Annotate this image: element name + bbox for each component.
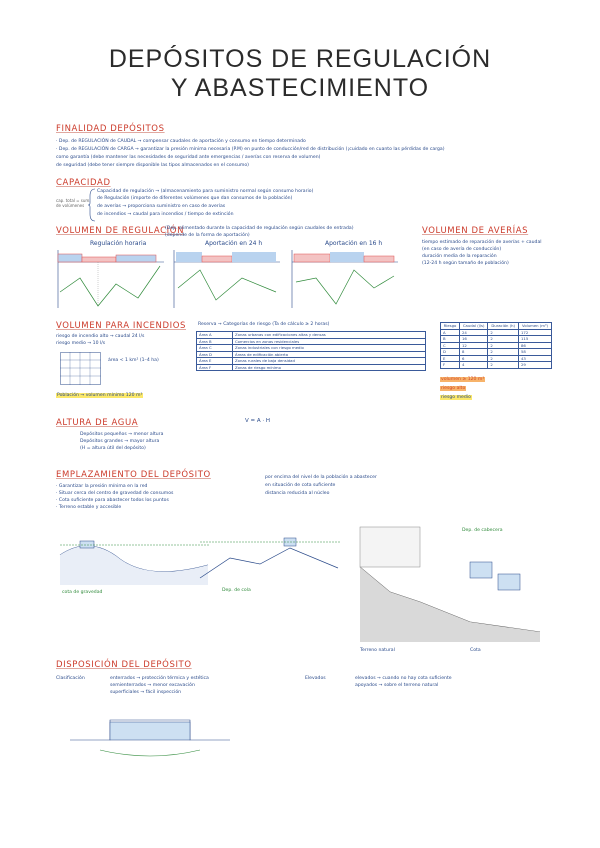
altura-formula: V = A · H: [245, 418, 271, 424]
graph-3-title: Aportación en 16 h: [325, 240, 383, 247]
emplazamiento-dep-label: Dep. de cola: [222, 588, 251, 593]
section-altura-agua: ALTURA DE AGUA: [56, 418, 139, 428]
cell: 2: [488, 349, 519, 356]
cell: 16: [459, 336, 487, 343]
emplazamiento-line-3: · Cota suficiente para abastecer todos los puntos: [56, 498, 169, 503]
emplazamiento-cdg-label: cota de gravedad: [62, 590, 103, 595]
emplazamiento-cota-label: Cota: [470, 648, 481, 653]
title-line-2: Y ABASTECIMIENTO: [170, 74, 430, 102]
capacidad-line-4: de incendios → caudal para incendios / tiempo de extinción: [97, 212, 234, 217]
section-finalidad: FINALIDAD DEPÓSITOS: [56, 124, 165, 134]
disposicion-line-2: semienterrados → menor excavación: [110, 683, 195, 688]
disposicion-line-3: superficiales → fácil inspección: [110, 690, 182, 695]
desc-cell: Áreas de edificación abierta: [233, 351, 426, 358]
cell: 2: [488, 342, 519, 349]
desc-cell: Comercios en zonas residenciales: [233, 338, 426, 345]
emplazamiento-right-3: distancia reducida al núcleo: [265, 491, 330, 496]
disposicion-left-label: Clasificación: [56, 676, 85, 681]
finalidad-line-2: · Dep. de REGULACIÓN de CARGA → garantizar la presión mínima necesaria (P.M) en punto de conducción/red de distribución (¡cuidado en cuanto las pérdidas de carga): [56, 147, 445, 152]
area-cell: Área A: [197, 332, 233, 339]
finalidad-line-3: como garantía (debe mantener las necesidades de seguridad ante emergencias / averías con reserva de volumen): [56, 155, 321, 160]
capacidad-line-1: Capacidad de regulación → (almacenamiento para suministro normal según consumo horario): [97, 189, 314, 194]
regulation-graph-1: [56, 248, 166, 310]
cell: 43: [518, 355, 551, 362]
header-cell: Riesgo: [441, 323, 460, 330]
altura-line-2: Depósitos grandes → mayor altura: [80, 439, 160, 444]
cell: 2: [488, 362, 519, 369]
section-emplazamiento: EMPLAZAMIENTO DEL DEPÓSITO: [56, 470, 211, 480]
disposicion-right-1: elevados → cuando no hay cota suficiente: [355, 676, 452, 681]
cell: 2: [488, 329, 519, 336]
cell: 86: [518, 342, 551, 349]
incendios-grid-sketch: [60, 352, 102, 386]
section-volumen-regulacion: VOLUMEN DE REGULACIÓN: [56, 226, 185, 236]
averias-line-1: tiempo estimado de reparación de averías + caudal: [422, 240, 542, 245]
averias-line-2: (en caso de avería de conducción): [422, 247, 502, 252]
incendios-highlight-1: volumen ≥ 120 m³: [441, 377, 485, 382]
section-volumen-incendios: VOLUMEN PARA INCENDIOS: [56, 321, 186, 331]
area-cell: Área C: [197, 345, 233, 352]
header-cell: Caudal (l/s): [459, 323, 487, 330]
altura-line-3: (H = altura útil del depósito): [80, 446, 146, 451]
table-row: [441, 362, 552, 369]
incendios-line-2: riesgo medio → 10 l/s: [56, 341, 106, 346]
averias-line-4: (12-24 h según tamaño de población): [422, 261, 509, 266]
capacidad-line-2: de Regulación (importe de diferentes volúmenes que dan consumos de la población): [97, 196, 293, 201]
desc-cell: Zonas industriales con riesgo medio: [233, 345, 426, 352]
regulation-graph-2: [172, 248, 282, 310]
area-cell: Área F: [197, 364, 233, 371]
cell: B: [441, 336, 460, 343]
regulacion-intro-2: (depende de la forma de aportación): [165, 233, 250, 238]
graph-1-title: Regulación horaria: [90, 240, 147, 247]
incendios-line-3: área < 1 km² (1–4 ha): [108, 358, 159, 363]
section-volumen-averias: VOLUMEN DE AVERÍAS: [422, 226, 529, 236]
cell: 24: [459, 329, 487, 336]
emplazamiento-terrain-sketch: [60, 525, 210, 585]
area-cell: Área E: [197, 358, 233, 365]
cell: E: [441, 355, 460, 362]
cell: 172: [518, 329, 551, 336]
cell: 58: [518, 349, 551, 356]
graph-2-title: Aportación en 24 h: [205, 240, 263, 247]
capacidad-brace: [88, 188, 96, 222]
cell: 29: [518, 362, 551, 369]
incendios-line-4: Población → volumen mínimo 120 m³: [57, 393, 143, 398]
finalidad-line-4: de seguridad (debe tener siempre disponible las tipos almacenados en el consumo): [56, 163, 249, 168]
cell: F: [441, 362, 460, 369]
cell: C: [441, 342, 460, 349]
disposicion-line-1: enterrados → protección térmica y estética: [110, 676, 209, 681]
disposicion-right-2: apoyados → sobre el terreno natural: [355, 683, 439, 688]
header-cell: Volumen (m³): [518, 323, 551, 330]
emplazamiento-right-1: por encima del nivel de la población a abastecer: [265, 475, 377, 480]
disposicion-right-label: Elevados: [305, 676, 326, 681]
incendios-highlight-3: riesgo medio: [441, 395, 471, 400]
emplazamiento-profile-sketch: [200, 528, 340, 588]
incendios-categories-table: [196, 331, 426, 371]
emplazamiento-tn-label: Terreno natural: [360, 648, 395, 653]
averias-line-3: duración media de la reparación: [422, 254, 497, 259]
capacidad-left-label: cap. total = sum. de volúmenes: [56, 198, 91, 208]
capacidad-line-3: de averías → proporciona suministro en caso de averías: [97, 204, 226, 209]
emplazamiento-section-sketch: [350, 522, 550, 642]
table-row: [197, 364, 426, 371]
regulacion-intro: (Dep. alimentado durante la capacidad de regulación según caudales de entrada): [165, 226, 354, 231]
cell: 12: [459, 342, 487, 349]
cell: 4: [459, 362, 487, 369]
section-disposicion: DISPOSICIÓN DEL DEPÓSITO: [56, 660, 192, 670]
desc-cell: Zonas de riesgo mínimo: [233, 364, 426, 371]
emplazamiento-right-2: en situación de cota suficiente: [265, 483, 336, 488]
cell: 2: [488, 336, 519, 343]
title-line-1: DEPÓSITOS DE REGULACIÓN: [108, 45, 492, 73]
incendios-table-title: Reserva → Categorías de riesgo (Ta de cálculo ≥ 2 horas): [198, 322, 330, 327]
section-capacidad: CAPACIDAD: [56, 178, 111, 188]
finalidad-line-1: · Dep. de REGULACIÓN de CAUDAL → compensar caudales de aportación y consumo en tiempo determinado: [56, 139, 306, 144]
cell: A: [441, 329, 460, 336]
cell: D: [441, 349, 460, 356]
emplazamiento-line-4: · Terreno estable y accesible: [56, 505, 122, 510]
desc-cell: Zonas rurales de baja densidad: [233, 358, 426, 365]
cell: 115: [518, 336, 551, 343]
header-cell: Duración (h): [488, 323, 519, 330]
regulation-graph-3: [290, 248, 400, 310]
cell: 6: [459, 355, 487, 362]
cell: 2: [488, 355, 519, 362]
desc-cell: Zonas urbanas con edificaciones altas y densas: [233, 332, 426, 339]
emplazamiento-line-2: · Situar cerca del centro de gravedad de consumos: [56, 491, 174, 496]
risk-volume-table: [440, 322, 552, 369]
emplazamiento-line-1: · Garantizar la presión mínima en la red: [56, 484, 148, 489]
area-cell: Área B: [197, 338, 233, 345]
incendios-highlight-2: riesgo alto: [441, 386, 466, 391]
disposicion-sketch: [70, 700, 230, 760]
incendios-line-1: riesgo de incendio alto → caudal 24 l/s: [56, 334, 145, 339]
emplazamiento-cab-label: Dep. de cabecera: [462, 528, 503, 533]
cell: 8: [459, 349, 487, 356]
altura-line-1: Depósitos pequeños → menor altura: [80, 432, 164, 437]
area-cell: Área D: [197, 351, 233, 358]
